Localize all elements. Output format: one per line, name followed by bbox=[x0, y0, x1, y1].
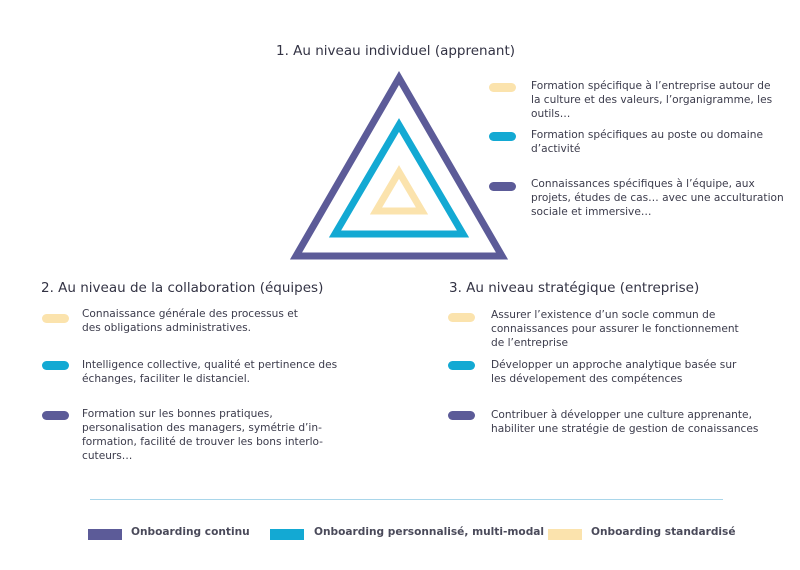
legend-label-personnalise: Onboarding personnalisé, multi-modal bbox=[314, 526, 545, 538]
individuel-item-3 bbox=[531, 177, 791, 219]
legend-pill-standardise bbox=[42, 314, 69, 323]
legend-pill-personnalise bbox=[489, 132, 516, 141]
inner-triangle-standardise bbox=[376, 172, 422, 211]
text-line: la culture et des valeurs, l’organigramme, les bbox=[531, 94, 773, 106]
individuel-item-1 bbox=[531, 79, 781, 121]
legend-pill-continu bbox=[448, 411, 475, 420]
text-line: Assurer l’existence d’un socle commun de bbox=[491, 309, 716, 321]
text-line: habiliter une stratégie de gestion de conaissances bbox=[491, 423, 759, 435]
legend-swatch-standardise bbox=[548, 529, 582, 540]
legend-pill-personnalise bbox=[448, 361, 475, 370]
legend-swatch-continu bbox=[88, 529, 122, 540]
legend-pill-personnalise bbox=[42, 361, 69, 370]
text-line: Contribuer à développer une culture apprenante, bbox=[491, 409, 752, 421]
legend-pill-standardise bbox=[448, 313, 475, 322]
text-line: connaissances pour assurer le fonctionnement bbox=[491, 323, 739, 335]
text-line: Connaissance générale des processus et bbox=[82, 308, 298, 320]
text-line: Développer un approche analytique basée sur bbox=[491, 359, 737, 371]
divider bbox=[90, 499, 723, 500]
legend-pill-continu bbox=[489, 182, 516, 191]
collaboration-item-1 bbox=[82, 307, 352, 335]
text-line: outils… bbox=[531, 108, 571, 120]
text-line: Formation spécifiques au poste ou domaine bbox=[531, 129, 763, 141]
section-strategique-title: 3. Au niveau stratégique (entreprise) bbox=[449, 280, 700, 296]
text-line: Connaissances spécifiques à l’équipe, aux bbox=[531, 178, 755, 190]
strategique-item-3 bbox=[491, 408, 791, 436]
legend-label-continu: Onboarding continu bbox=[131, 526, 250, 538]
text-line: de l’entreprise bbox=[491, 337, 569, 349]
middle-triangle-personnalise bbox=[335, 125, 463, 234]
text-line: échanges, faciliter le distanciel. bbox=[82, 373, 250, 385]
legend-swatch-personnalise bbox=[270, 529, 304, 540]
strategique-item-1 bbox=[491, 308, 761, 350]
section-collaboration-title: 2. Au niveau de la collaboration (équipes) bbox=[41, 280, 324, 296]
collaboration-item-3 bbox=[82, 407, 352, 463]
text-line: d’activité bbox=[531, 143, 581, 155]
text-line: Formation spécifique à l’entreprise autour de bbox=[531, 80, 771, 92]
individuel-item-2 bbox=[531, 128, 781, 156]
text-line: formation, facilité de trouver les bons interlo- bbox=[82, 436, 324, 448]
text-line: Formation sur les bonnes pratiques, bbox=[82, 408, 273, 420]
text-line: projets, études de cas… avec une acculturation bbox=[531, 192, 784, 204]
legend-pill-standardise bbox=[489, 83, 516, 92]
collaboration-item-2 bbox=[82, 358, 362, 386]
legend-pill-continu bbox=[42, 411, 69, 420]
text-line: cuteurs… bbox=[82, 450, 133, 462]
text-line: sociale et immersive… bbox=[531, 206, 652, 218]
text-line: les dévelopement des compétences bbox=[491, 373, 683, 385]
text-line: personalisation des managers, symétrie d’in- bbox=[82, 422, 322, 434]
section-individuel-title: 1. Au niveau individuel (apprenant) bbox=[276, 43, 515, 59]
strategique-item-2 bbox=[491, 358, 761, 386]
text-line: Intelligence collective, qualité et pertinence des bbox=[82, 359, 338, 371]
text-line: des obligations administratives. bbox=[82, 322, 252, 334]
legend-label-standardise: Onboarding standardisé bbox=[591, 526, 736, 538]
